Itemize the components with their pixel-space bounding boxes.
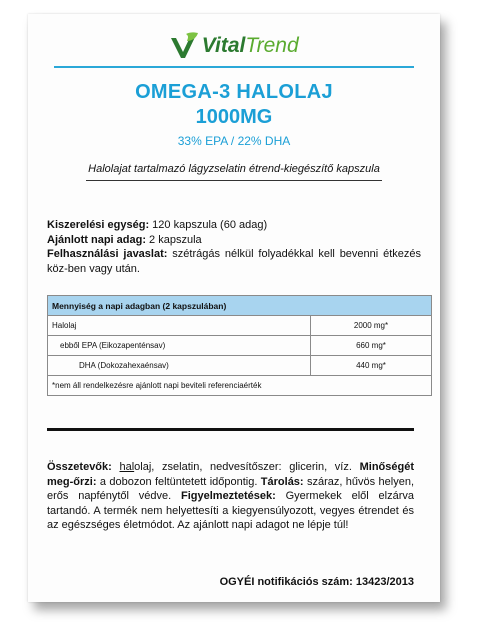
serving-line [47, 218, 421, 233]
brand-logo [28, 32, 440, 66]
product-label [28, 14, 440, 602]
serving-label: Kiszerelési egység: [47, 219, 150, 231]
ingredients-paragraph [47, 460, 414, 533]
table-cell-value: 2000 mg* [311, 316, 432, 336]
table-row [48, 336, 432, 356]
usage-line [47, 247, 421, 276]
ingredients-text: olaj, zselatin, nedvesítőszer: glicerin, víz. [134, 461, 352, 473]
dose-label: Ajánlott napi adag: [47, 233, 146, 246]
product-dosage: 1000MG [195, 106, 273, 128]
brand-name [202, 34, 299, 58]
usage-label: Felhasználási javaslat: [47, 248, 168, 260]
table-header: Mennyiség a napi adagban (2 kapszulában) [48, 296, 432, 316]
ogyei-number: OGYÉI notifikációs szám: 13423/2013 [219, 576, 414, 588]
header-divider [54, 66, 414, 68]
table-row [48, 316, 432, 336]
ingredients-label: Összetevők: [47, 461, 112, 473]
usage-value: szétrágás nélkül folyadékkal kell bevenni étkezés köz-ben vagy után. [47, 248, 421, 275]
dose-value: 2 kapszula [146, 233, 202, 246]
warning-label: Figyelmeztetések: [181, 490, 276, 502]
product-title: OMEGA-3 HALOLAJ [135, 81, 333, 103]
product-description: Halolajat tartalmazó lágyzselatin étrend-kiegészítő kapszula [88, 163, 380, 175]
section-divider [47, 428, 414, 431]
product-info [47, 218, 421, 276]
quality-label: Minőségét meg-őrzi: [47, 461, 414, 488]
serving-value: 120 kapszula (60 adag) [149, 219, 268, 231]
vitaltrend-leaf-logo-icon [169, 32, 199, 60]
table-cell-value: 440 mg* [311, 356, 432, 376]
table-cell-value: 660 mg* [311, 336, 432, 356]
dose-line [47, 233, 421, 248]
table-cell-name: Halolaj [48, 316, 311, 336]
warning-text: Gyermekek elől elzárva tartandó. A termék nem helyettesíti a kiegyensúlyozott, vegyes étrendet és az egészséges életmódot. Az ajánlott napi adagot ne lépje túl! [47, 490, 414, 531]
storage-text: száraz, hűvös helyen, erős napfénytől védve. [47, 475, 415, 502]
storage-label: Tárolás: [260, 475, 304, 488]
allergen-underline: hal [119, 461, 135, 473]
product-subtitle: 33% EPA / 22% DHA [177, 134, 291, 148]
table-row [48, 356, 432, 376]
table-header-row [48, 296, 432, 316]
table-footnote-row [48, 376, 432, 396]
brand-name-vital: Vital [201, 34, 246, 57]
table-cell-name: DHA (Dokozahexaénsav) [48, 356, 311, 376]
table-footnote: *nem áll rendelkezésre ajánlott napi beviteli referenciaérték [48, 376, 432, 396]
table-cell-name: ebből EPA (Eikozapenténsav) [48, 336, 311, 356]
description-underline [86, 180, 382, 181]
quality-text: a dobozon feltüntetett időpontig. [96, 475, 258, 488]
brand-name-trend: Trend [245, 34, 299, 57]
nutrition-table [47, 295, 432, 396]
